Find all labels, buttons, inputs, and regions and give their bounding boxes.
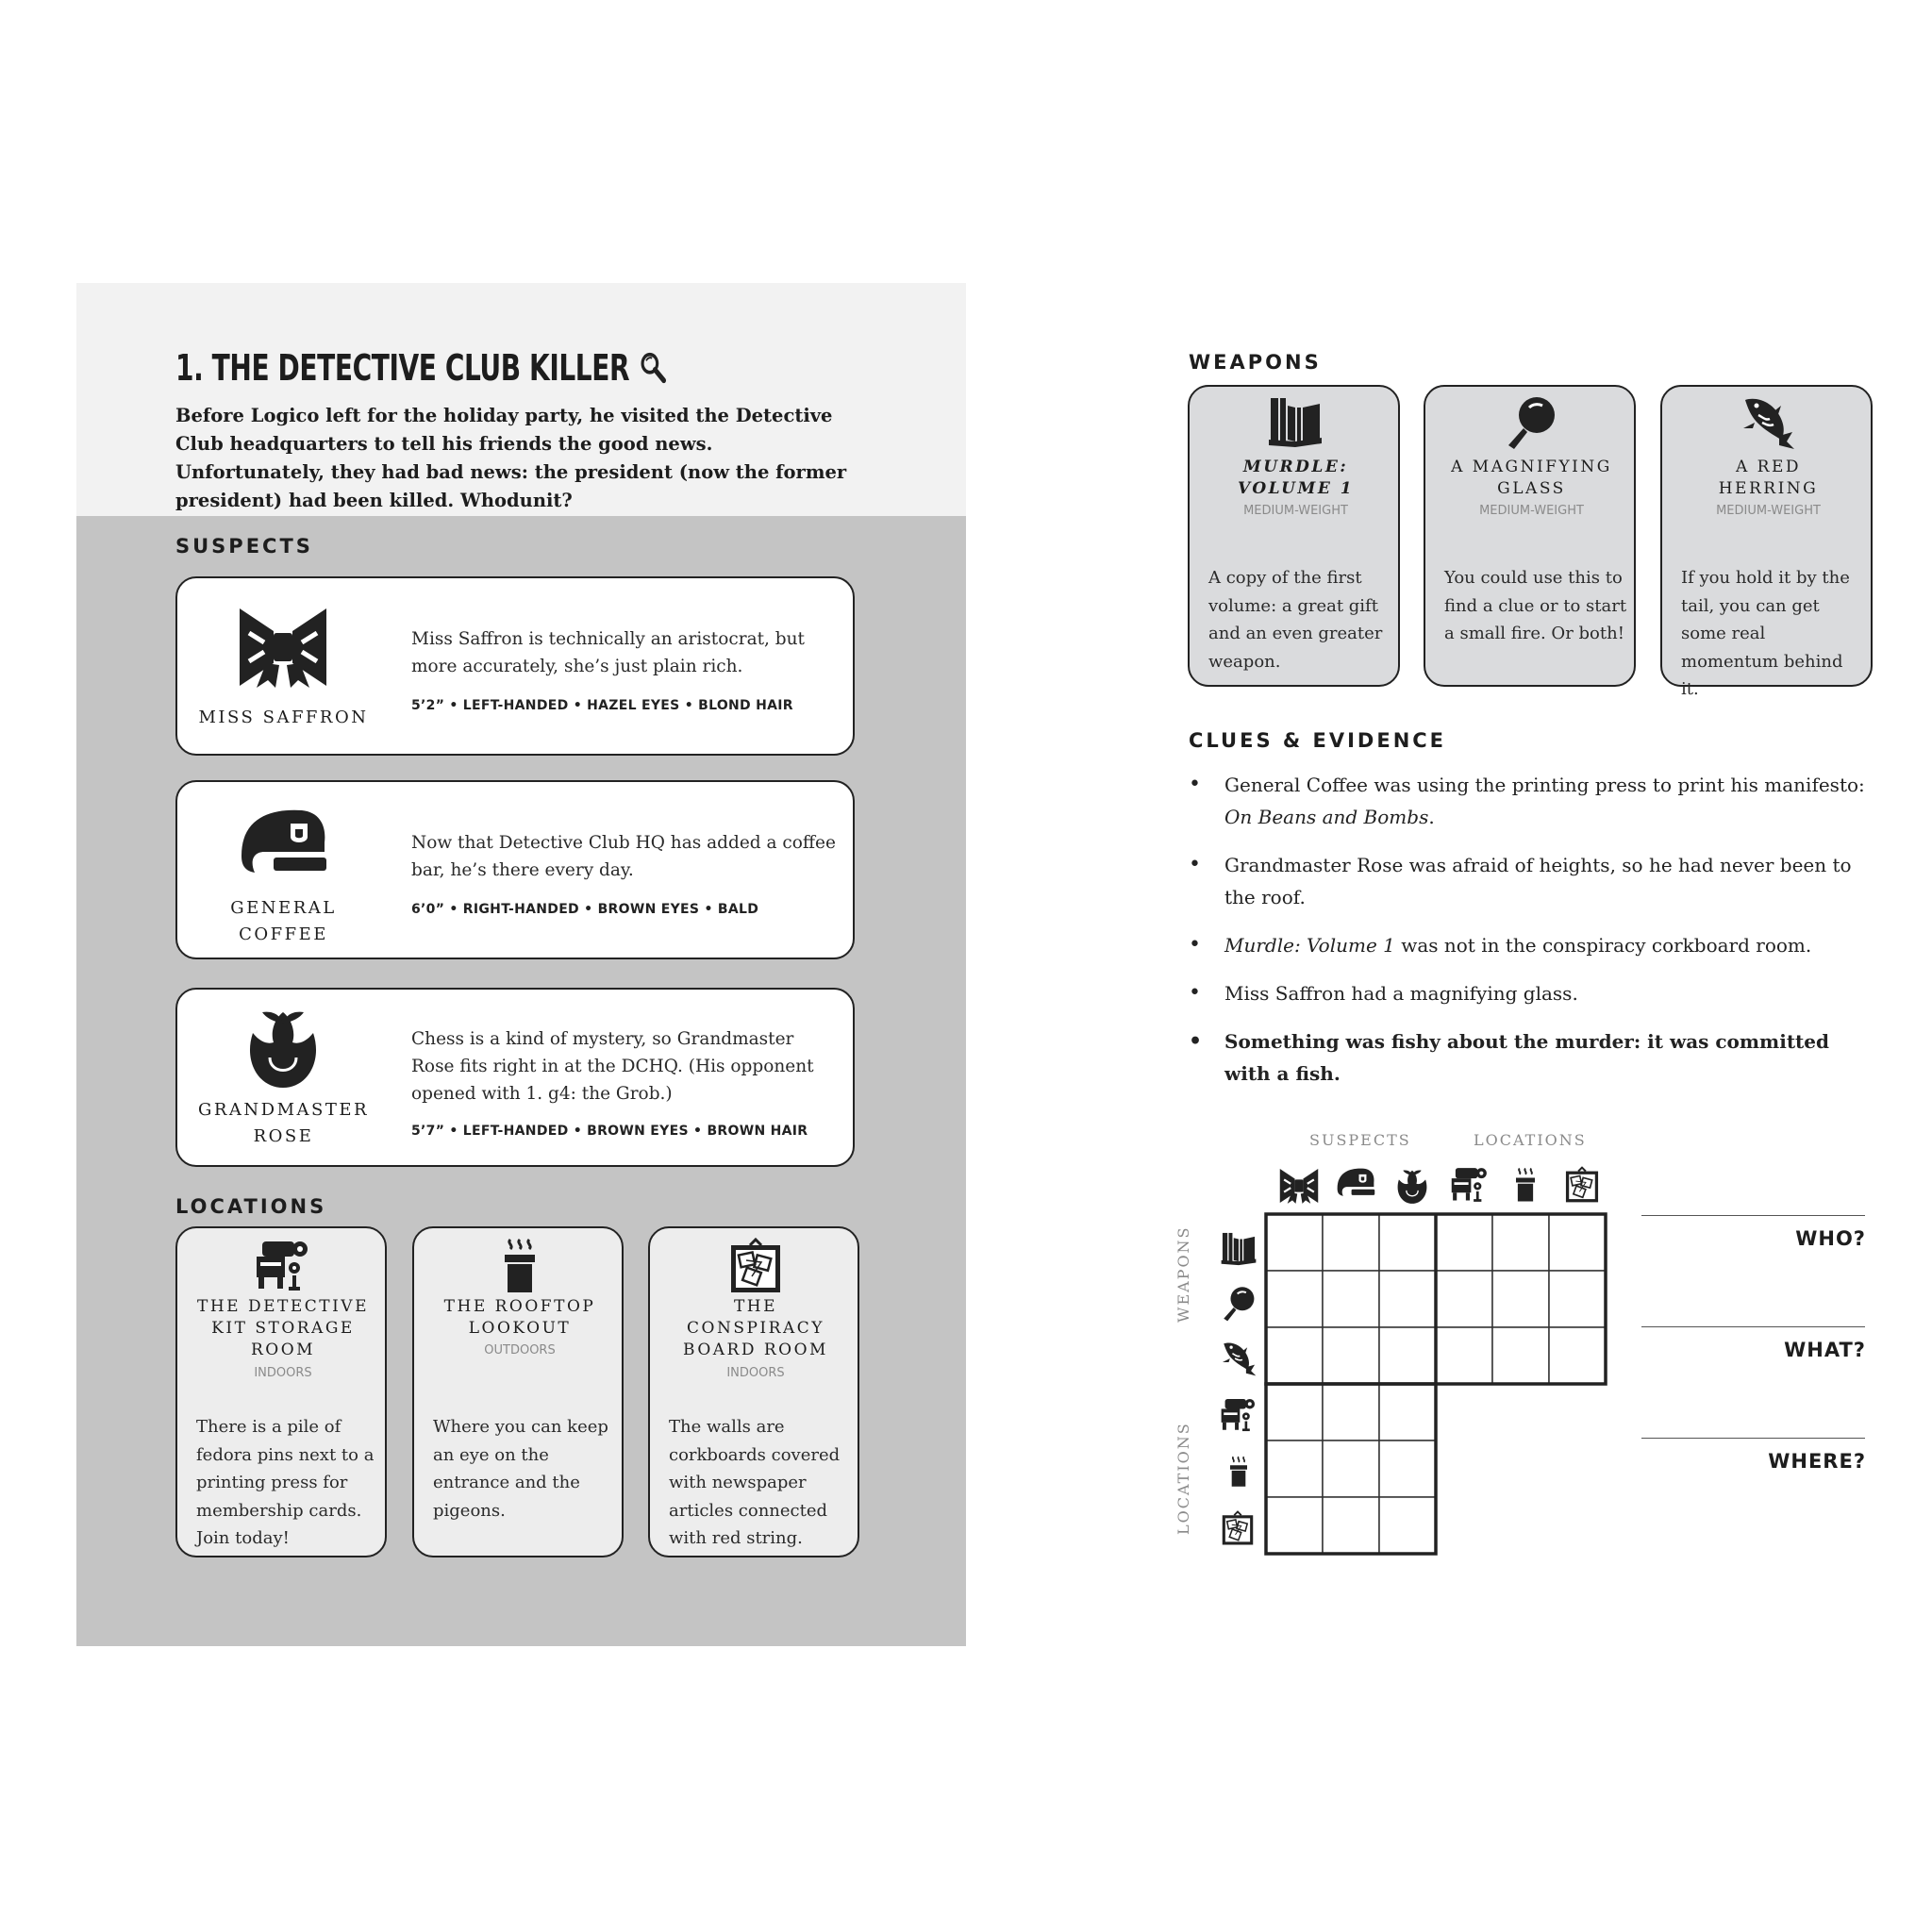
what-answer-line[interactable] — [1641, 1326, 1865, 1327]
suspect-card-miss-saffron — [175, 576, 855, 756]
grid-cell[interactable] — [1436, 1271, 1492, 1327]
clue-list — [1189, 769, 1868, 1106]
weapon-weight: MEDIUM-WEIGHT — [1479, 504, 1584, 518]
location-name: THE ROOFTOP LOOKOUT — [443, 1297, 596, 1338]
suspect-stats: 6’0” • RIGHT-HANDED • BROWN EYES • BALD — [411, 902, 759, 917]
grid-label-locations-side: LOCATIONS — [1174, 1422, 1192, 1535]
location-card-conspiracy-board-room — [648, 1226, 859, 1557]
location-type: OUTDOORS — [484, 1343, 556, 1357]
puzzle-title — [175, 347, 668, 389]
bow-tie-icon — [236, 605, 330, 690]
clue-item: • General Coffee was using the printing press to print his manifesto: On Beans and Bombs. — [1189, 769, 1868, 833]
rose-icon — [236, 1005, 330, 1090]
who-label: WHO? — [1795, 1227, 1866, 1250]
grid-cell[interactable] — [1549, 1214, 1606, 1271]
puzzle-title-text: 1. THE DETECTIVE CLUB KILLER — [175, 347, 630, 389]
military-cap-icon — [236, 803, 330, 888]
weapon-name: A MAGNIFYING GLASS — [1451, 458, 1612, 498]
suspect-card-general-coffee — [175, 780, 855, 959]
grid-cell[interactable] — [1266, 1384, 1323, 1441]
grid-cell[interactable] — [1323, 1497, 1379, 1554]
corkboard-icon — [1219, 1509, 1257, 1547]
suspect-description: Now that Detective Club HQ has added a coffee bar, he’s there every day. — [411, 833, 836, 880]
clue-item: • Miss Saffron had a magnifying glass. — [1189, 977, 1868, 1009]
grid-cell[interactable] — [1379, 1384, 1436, 1441]
locations-heading: LOCATIONS — [175, 1195, 327, 1218]
weapon-description: If you hold it by the tail, you can get some real momentum behind it. — [1681, 568, 1850, 699]
grid-cell[interactable] — [1549, 1327, 1606, 1384]
location-description: The walls are corkboards covered with newspaper articles connected with red string. — [669, 1417, 841, 1548]
clue-item: • Grandmaster Rose was afraid of heights, so he had never been to the roof. — [1189, 849, 1868, 913]
suspect-description: Miss Saffron is technically an aristocrat, but more accurately, she’s just plain rich. — [411, 629, 805, 676]
grid-cell[interactable] — [1436, 1214, 1492, 1271]
corkboard-icon — [725, 1238, 786, 1294]
weapon-card-red-herring — [1660, 385, 1873, 699]
grid-cell[interactable] — [1323, 1441, 1379, 1497]
grid-cell[interactable] — [1323, 1271, 1379, 1327]
grid-label-weapons: WEAPONS — [1174, 1225, 1192, 1323]
where-label: WHERE? — [1768, 1450, 1866, 1473]
weapon-name: MURDLE: VOLUME 1 — [1237, 458, 1355, 498]
weapon-description: A copy of the first volume: a great gift and an even greater weapon. — [1208, 568, 1383, 672]
chimney-icon — [1507, 1165, 1544, 1205]
clue-item: • Something was fishy about the murder: it was committed with a fish. — [1189, 1025, 1868, 1090]
grid-cell[interactable] — [1492, 1214, 1549, 1271]
clues-heading: CLUES & EVIDENCE — [1189, 729, 1447, 752]
magnifying-glass-icon — [1219, 1285, 1258, 1323]
printing-press-icon — [253, 1238, 313, 1294]
grid-cell[interactable] — [1436, 1327, 1492, 1384]
what-label: WHAT? — [1784, 1339, 1866, 1361]
grid-cell[interactable] — [1492, 1271, 1549, 1327]
location-description: There is a pile of fedora pins next to a printing press for membership cards. Join today! — [196, 1417, 375, 1548]
grid-cell[interactable] — [1266, 1327, 1323, 1384]
weapons-heading: WEAPONS — [1189, 351, 1322, 374]
puzzle-intro: Before Logico left for the holiday party, he visited the Detective Club headquarters to tell his friends the good news. Unfortunately, they had bad news: the president (now the former president) had been killed. Whodunit? — [175, 405, 847, 511]
grid-label-locations: LOCATIONS — [1474, 1131, 1587, 1149]
suspect-stats: 5’7” • LEFT-HANDED • BROWN EYES • BROWN HAIR — [411, 1124, 808, 1139]
grid-cell[interactable] — [1379, 1497, 1436, 1554]
location-type: INDOORS — [254, 1366, 312, 1380]
suspects-heading: SUSPECTS — [175, 535, 313, 558]
book-icon — [1265, 394, 1325, 451]
suspect-name: MISS SAFFRON — [198, 708, 369, 727]
weapon-name: A RED HERRING — [1718, 458, 1819, 498]
grid-cell[interactable] — [1266, 1497, 1323, 1554]
location-name: THE DETECTIVE KIT STORAGE ROOM — [196, 1297, 369, 1359]
who-answer-line[interactable] — [1641, 1215, 1865, 1216]
fish-icon — [1219, 1340, 1258, 1377]
suspect-description: Chess is a kind of mystery, so Grandmaster Rose fits right in at the DCHQ. (His opponent opened with 1. g4: the Grob.) — [411, 1029, 814, 1104]
weapon-weight: MEDIUM-WEIGHT — [1716, 504, 1821, 518]
printing-press-icon — [1219, 1396, 1258, 1434]
grid-cell[interactable] — [1266, 1271, 1323, 1327]
grid-cell[interactable] — [1266, 1441, 1323, 1497]
grid-cell[interactable] — [1323, 1384, 1379, 1441]
suspect-name: GRANDMASTER ROSE — [197, 1100, 370, 1146]
search-icon — [639, 350, 668, 386]
suspect-name: GENERAL COFFEE — [230, 898, 337, 944]
location-card-kit-storage-room — [175, 1226, 387, 1557]
grid-cell[interactable] — [1323, 1327, 1379, 1384]
magnifying-glass-icon — [1501, 394, 1561, 451]
grid-cell[interactable] — [1549, 1271, 1606, 1327]
suspect-card-grandmaster-rose — [175, 988, 855, 1167]
grid-cell[interactable] — [1379, 1271, 1436, 1327]
grid-cell[interactable] — [1266, 1214, 1323, 1271]
military-cap-icon — [1335, 1165, 1376, 1203]
corkboard-icon — [1562, 1165, 1602, 1205]
location-card-rooftop-lookout — [412, 1226, 624, 1557]
grid-cell[interactable] — [1379, 1327, 1436, 1384]
grid-cell[interactable] — [1492, 1327, 1549, 1384]
weapon-card-murdle-volume-1 — [1188, 385, 1400, 687]
grid-cell[interactable] — [1323, 1214, 1379, 1271]
clue-item: • Murdle: Volume 1 was not in the conspiracy corkboard room. — [1189, 929, 1868, 961]
book-icon — [1219, 1230, 1258, 1268]
location-name: THE CONSPIRACY BOARD ROOM — [683, 1297, 828, 1359]
grid-label-suspects: SUSPECTS — [1309, 1131, 1411, 1149]
weapon-card-magnifying-glass — [1424, 385, 1636, 687]
rose-icon — [1391, 1165, 1433, 1207]
location-description: Where you can keep an eye on the entrance and the pigeons. — [433, 1417, 608, 1521]
suspect-stats: 5’2” • LEFT-HANDED • HAZEL EYES • BLOND HAIR — [411, 698, 793, 713]
weapon-description: You could use this to find a clue or to start a small fire. Or both! — [1444, 568, 1627, 643]
grid-cell[interactable] — [1379, 1441, 1436, 1497]
deduction-grid — [1264, 1212, 1613, 1561]
chimney-icon — [1222, 1453, 1256, 1491]
where-answer-line[interactable] — [1641, 1438, 1865, 1439]
chimney-icon — [490, 1238, 550, 1294]
grid-cell[interactable] — [1379, 1214, 1436, 1271]
weapon-weight: MEDIUM-WEIGHT — [1243, 504, 1348, 518]
fish-icon — [1738, 394, 1798, 451]
location-type: INDOORS — [726, 1366, 785, 1380]
printing-press-icon — [1449, 1165, 1491, 1205]
bow-tie-icon — [1278, 1167, 1320, 1205]
